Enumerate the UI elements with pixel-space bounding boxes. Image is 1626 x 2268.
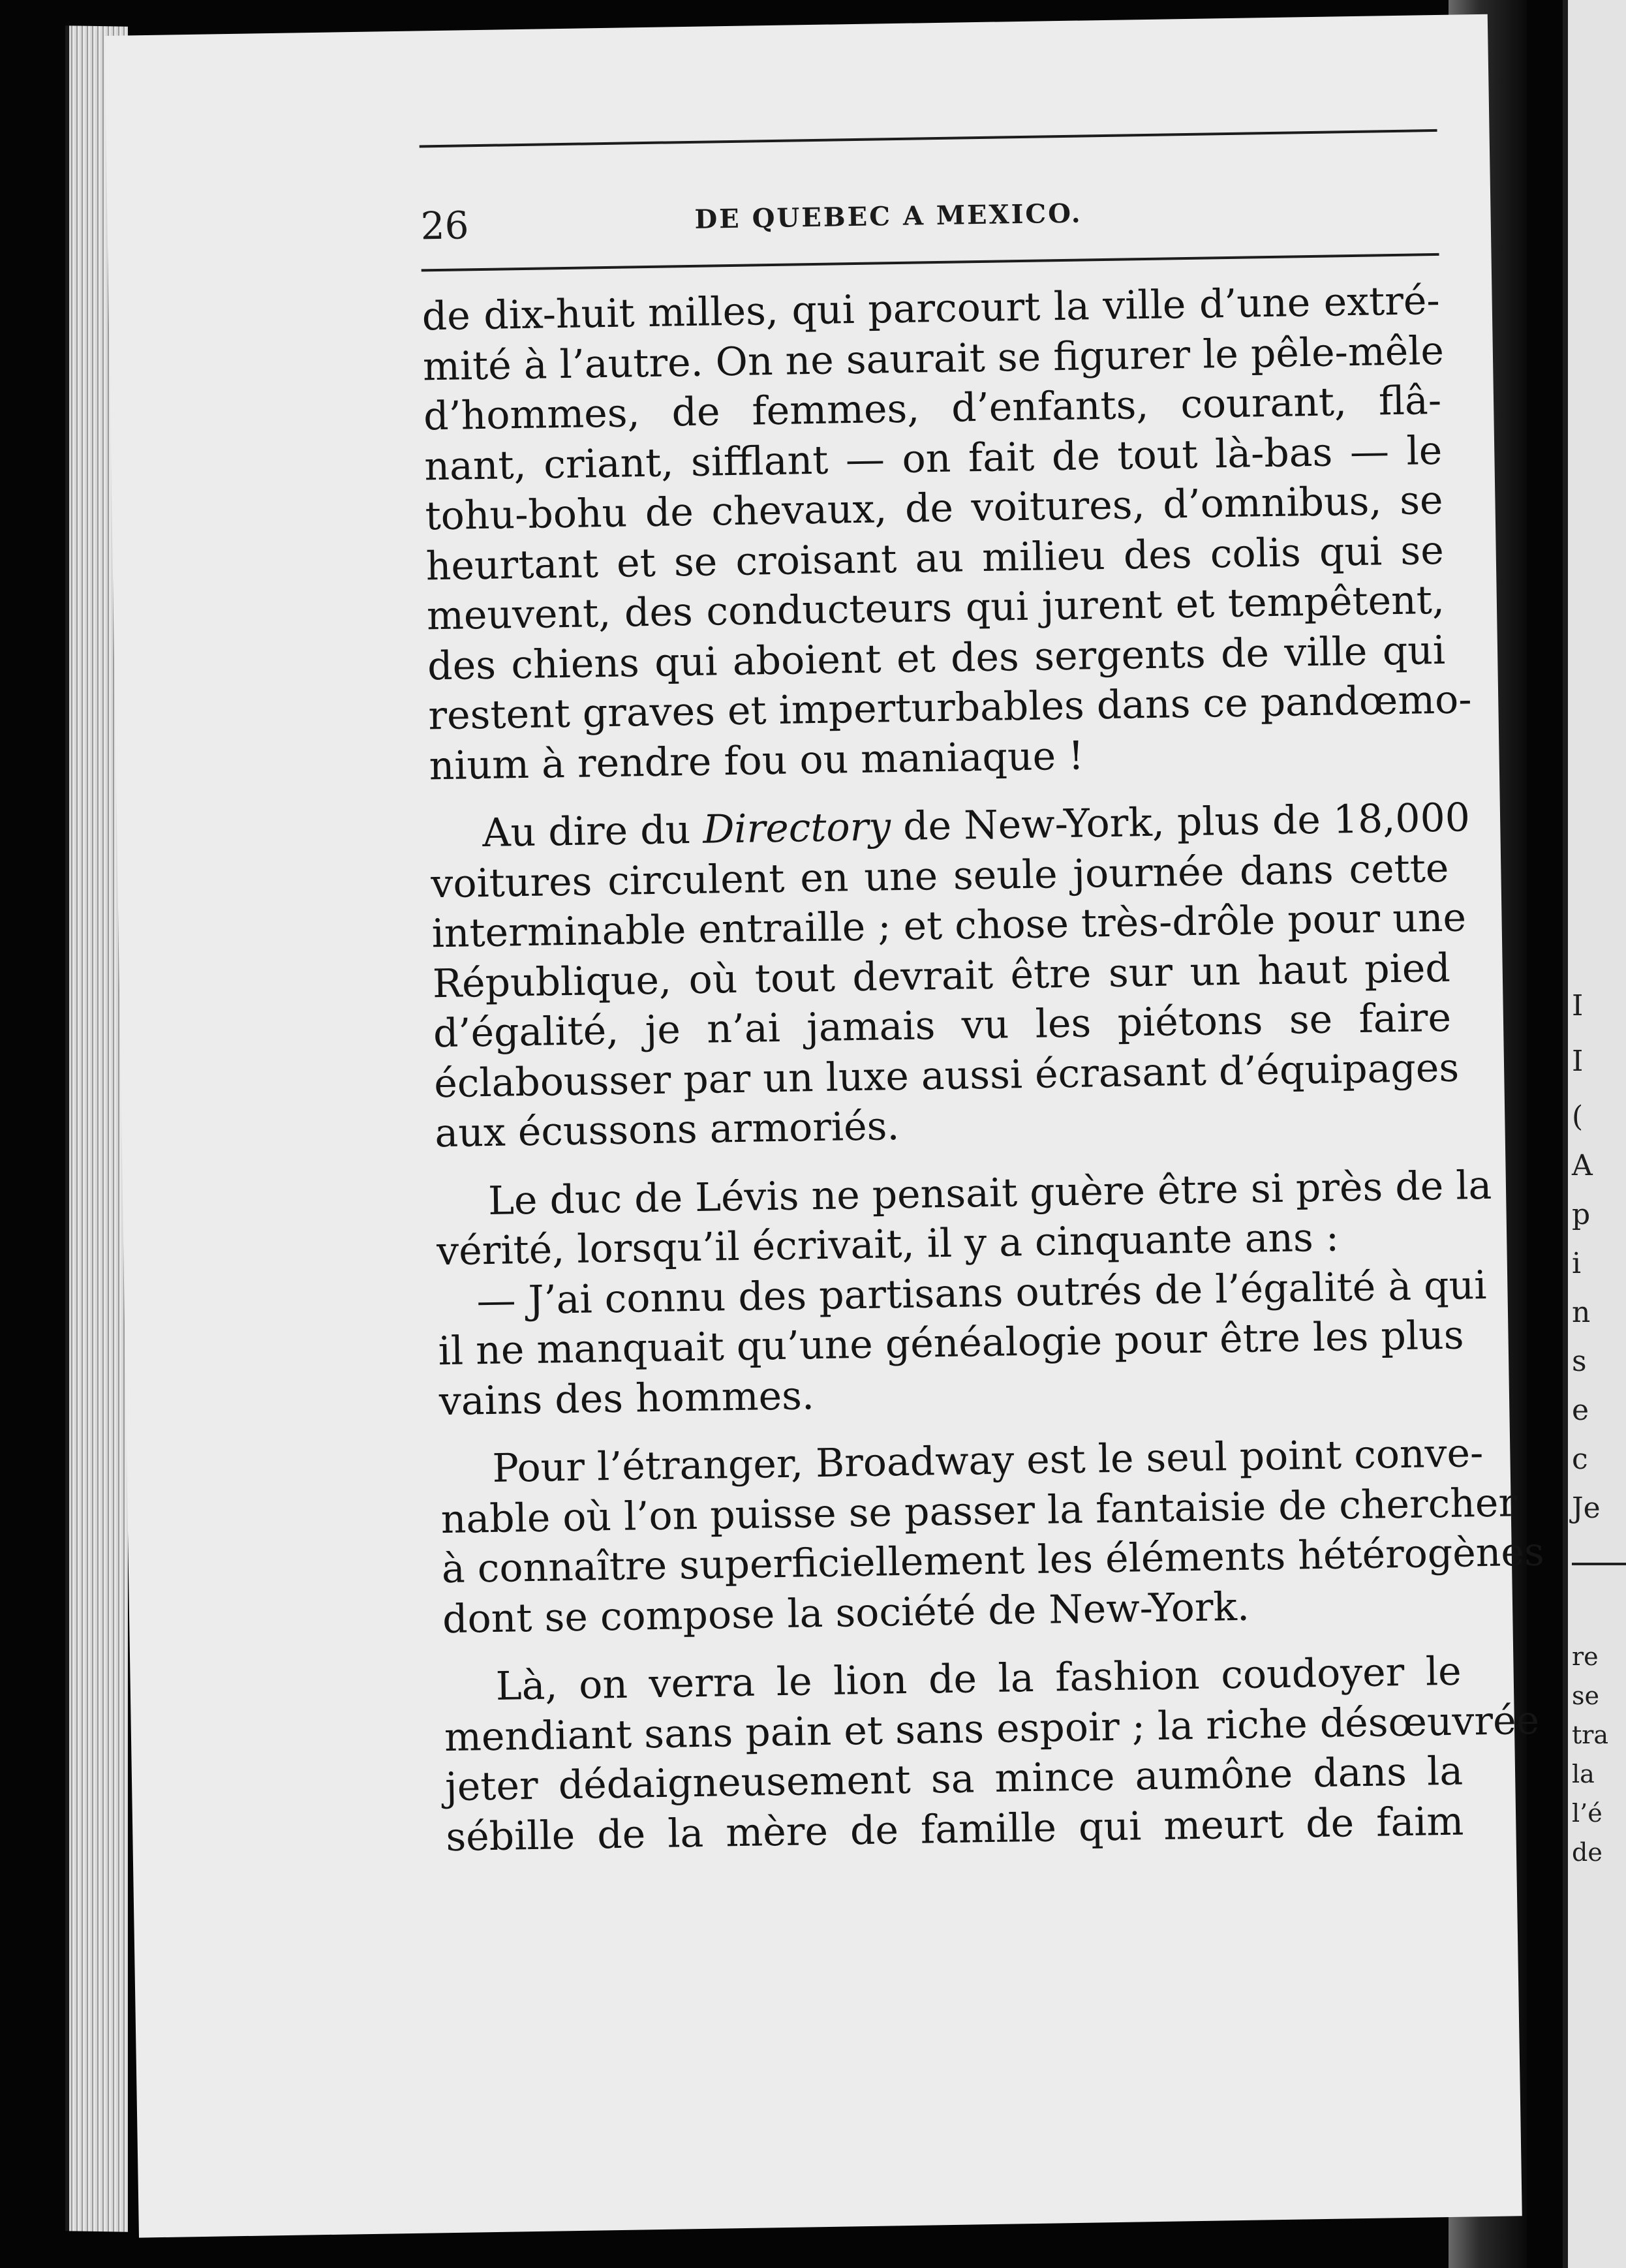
fragment-text: I <box>1572 989 1584 1022</box>
paragraph-5 <box>440 1429 1545 1644</box>
header-rule-bottom <box>422 253 1439 272</box>
paragraph-3 <box>436 1161 1492 1276</box>
fragment-text: l’é <box>1572 1799 1603 1828</box>
italic-title: Directory <box>702 804 891 853</box>
fragment-text: ( <box>1572 1100 1584 1133</box>
text-line: nant, criant, sifflant — on fait de tout là-bas — le <box>423 427 1443 489</box>
fragment-text: I <box>1572 1045 1584 1078</box>
text-line: Pour l’étranger, Broadway est le seul point conve- <box>492 1430 1484 1492</box>
body-text <box>422 276 1545 1862</box>
fragment-text: de <box>1572 1838 1603 1867</box>
fragment-text: p <box>1572 1198 1591 1231</box>
fragment-text: s <box>1572 1345 1587 1378</box>
text-line: vérité, lorsqu’il écrivait, il y a cinquante ans : <box>436 1214 1340 1275</box>
text-line: à connaître superficiellement les éléments hétérogènes <box>441 1529 1545 1593</box>
text-line: voitures circulent en une seule journée dans cette <box>430 845 1449 907</box>
text-line: d’hommes, de femmes, d’enfants, courant, flâ- <box>423 377 1442 440</box>
running-head: DE QUEBEC A MEXICO. <box>694 198 1082 235</box>
text-line: Là, on verra le lion de la fashion coudoyer le <box>495 1648 1462 1709</box>
text-line: restent graves et imperturbables dans ce pandœmo- <box>427 677 1473 739</box>
text-line: nium à rendre fou ou maniaque ! <box>429 733 1084 789</box>
text-line: interminable entraille ; et chose très-drôle pour une <box>431 895 1467 957</box>
adjacent-page-fragment <box>1563 0 1626 2268</box>
text-line: sébille de la mère de famille qui meurt de faim <box>445 1798 1464 1860</box>
text-run: Au dire du <box>482 806 703 857</box>
text-line: dont se compose la société de New-York. <box>442 1584 1250 1642</box>
text-line: d’égalité, je n’ai jamais vu les piétons se faire <box>433 994 1452 1057</box>
paragraph-1 <box>422 276 1473 791</box>
fragment-text: c <box>1572 1443 1588 1476</box>
fragment-text: se <box>1572 1681 1599 1710</box>
fragment-text: i <box>1572 1247 1582 1280</box>
text-line: meuvent, des conducteurs qui jurent et tempêtent, <box>426 577 1445 639</box>
paragraph-4 <box>437 1261 1487 1426</box>
paragraph-6 <box>443 1647 1540 1862</box>
fragment-text: A <box>1572 1149 1593 1182</box>
paragraph-2 <box>430 793 1471 1159</box>
fragment-text: la <box>1572 1760 1595 1788</box>
text-line: tohu-bohu de chevaux, de voitures, d’omnibus, se <box>425 477 1443 540</box>
text-line: vains des hommes. <box>438 1372 815 1424</box>
fragment-text: Je <box>1572 1492 1601 1525</box>
fragment-text: tra <box>1572 1721 1609 1749</box>
fragment-text: e <box>1572 1394 1589 1427</box>
book-page <box>104 14 1545 2238</box>
text-line: République, où tout devrait être sur un haut pied <box>432 945 1451 1007</box>
text-line: nable où l’on puisse se passer la fantaisie de chercher <box>440 1479 1518 1542</box>
text-line: Le duc de Lévis ne pensait guère être si près de la <box>487 1162 1492 1224</box>
fragment-rule <box>1572 1563 1626 1565</box>
text-line: mendiant sans pain et sans espoir ; la riche désœuvrée <box>444 1697 1540 1760</box>
fragment-text: n <box>1572 1296 1591 1329</box>
text-line: des chiens qui aboient et des sergents de ville qui <box>427 627 1446 689</box>
text-line: de dix-huit milles, qui parcourt la ville d’une extré- <box>422 277 1441 340</box>
page-number: 26 <box>420 203 469 249</box>
text-line: mité à l’autre. On ne saurait se figurer le pêle-mêle <box>422 328 1445 390</box>
text-line: heurtant et se croisant au milieu des colis qui se <box>425 527 1445 589</box>
text-line: aux écussons armoriés. <box>434 1103 900 1157</box>
text-line: jeter dédaigneusement sa mince aumône dans la <box>444 1748 1464 1811</box>
text-line: éclabousser par un luxe aussi écrasant d’équipages <box>433 1045 1460 1107</box>
header-rule-top <box>420 129 1437 148</box>
fragment-text: re <box>1572 1642 1599 1671</box>
text-line: il ne manquait qu’une généalogie pour être les plus <box>438 1312 1464 1375</box>
text-run: de New-York, plus de 18,000 <box>890 795 1471 850</box>
text-line: — J’ai connu des partisans outrés de l’égalité à qui <box>476 1262 1487 1324</box>
